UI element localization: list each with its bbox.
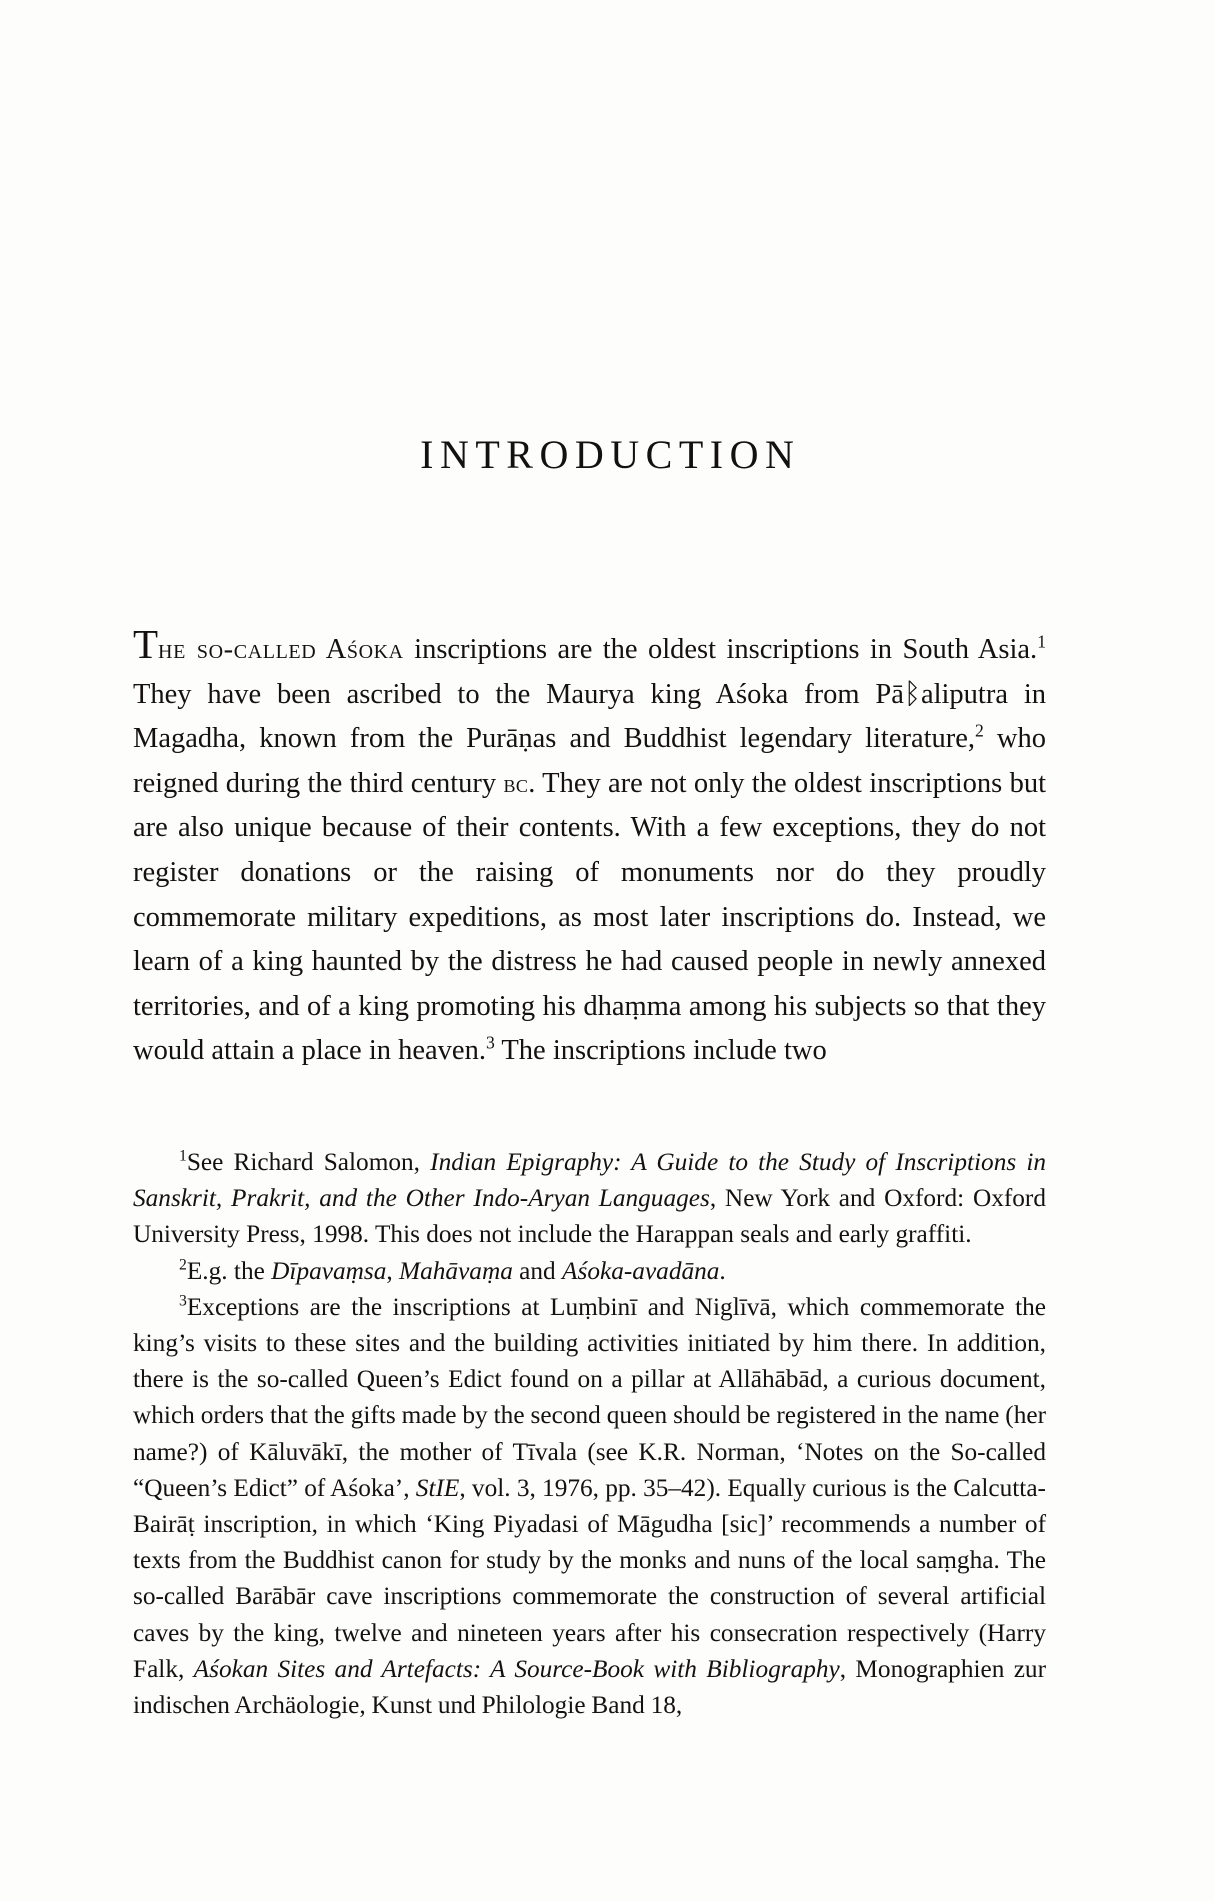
footnote-ref-1[interactable]: 1 bbox=[1037, 631, 1047, 652]
footnote-1 bbox=[133, 1144, 1046, 1253]
footnote-1-text-b: , New York and Oxford: Oxford University Press, 1998. This does not include the Harappan seals and early graffiti. bbox=[133, 1184, 1046, 1249]
footnote-1-marker: 1 bbox=[179, 1147, 187, 1165]
footnote-1-title: Indian Epigraphy: A Guide to the Study of Inscriptions in Sanskrit, Prakrit, and the Other Indo-Aryan Languages bbox=[133, 1148, 1046, 1213]
footnote-ref-3[interactable]: 3 bbox=[485, 1032, 495, 1053]
body-segment-2: They have been ascribed to the Maurya king Aśoka from Pāᛒaliputra in Magadha, known from the Purāṇas and Buddhist legendary literature, bbox=[133, 678, 1046, 755]
era-small-caps: bc bbox=[503, 768, 529, 798]
body-segment-1: inscriptions are the oldest inscriptions in South Asia. bbox=[403, 634, 1038, 665]
opening-paragraph bbox=[133, 621, 1047, 1074]
body-text-block bbox=[133, 621, 1047, 1074]
footnote-1-text-a: See Richard Salomon, bbox=[186, 1148, 431, 1176]
footnote-2-title-2: Mahāvaṃa bbox=[399, 1256, 513, 1285]
footnotes-block bbox=[133, 1144, 1046, 1723]
drop-cap: T bbox=[133, 621, 159, 667]
footnote-2-text-c: and bbox=[512, 1256, 563, 1285]
footnote-2-title-3: Aśoka-avadāna bbox=[562, 1256, 720, 1285]
footnote-2-title-1: Dīpavaṃsa bbox=[271, 1256, 387, 1285]
footnote-2-text-a: E.g. the bbox=[186, 1256, 272, 1285]
footnote-3-text-b: , vol. 3, 1976, pp. 35–42). Equally curious is the Calcutta-Bairāṭ inscription, in which ‘King Piyadasi of Māgudha [sic]’ recommends a number of texts from the Buddhist canon for study by the monks and nuns of the local saṃgha. The so-called Barābār cave inscriptions commemorate the construction of several artificial caves by the king, twelve and nineteen years after his consecration respectively (Harry Falk, bbox=[133, 1473, 1046, 1683]
footnote-3-text-a: Exceptions are the inscriptions at Luṃbinī and Niglīvā, which commemorate the king’s visits to these sites and the building activities initiated by him there. In addition, there is the so-called Queen’s Edict found on a pillar at Allāhābād, a curious document, which orders that the gifts made by the second queen should be registered in the name (her name?) of Kāluvākī, the mother of Tīvala (see K.R. Norman, ‘Notes on the So-called “Queen’s Edict” of Aśoka’, bbox=[133, 1292, 1046, 1502]
footnote-2-text-d: . bbox=[719, 1256, 726, 1285]
footnote-2 bbox=[133, 1253, 1046, 1289]
footnote-3-marker: 3 bbox=[179, 1292, 187, 1310]
footnote-2-text-b: , bbox=[386, 1256, 400, 1285]
body-segment-4: . They are not only the oldest inscriptions but are also unique because of their contents. With a few exceptions, they do not register donations or the raising of monuments nor do they proudly commemorate military expeditions, as most later inscriptions do. Instead, we learn of a king haunted by the distress he had caused people in newly annexed territories, and of a king promoting his dhaṃma among his subjects so that they would attain a place in heaven. bbox=[133, 767, 1046, 1067]
footnote-3-text-c: , Monographien zur indischen Archäologie, Kunst und Philologie Band 18, bbox=[133, 1654, 1047, 1720]
footnote-2-marker: 2 bbox=[179, 1256, 187, 1274]
footnote-3-title-2: Aśokan Sites and Artefacts: A Source-Book with Bibliography bbox=[193, 1654, 840, 1683]
body-segment-3: who reigned during the third century bbox=[133, 723, 1046, 799]
footnote-3-title-1: StIE bbox=[415, 1473, 460, 1502]
footnote-ref-2[interactable]: 2 bbox=[975, 720, 984, 741]
footnote-3 bbox=[133, 1289, 1046, 1723]
page-title: INTRODUCTION bbox=[420, 431, 801, 477]
small-caps-lead: he so-called Aśoka bbox=[158, 634, 404, 665]
body-segment-5: The inscriptions include two bbox=[494, 1035, 827, 1067]
